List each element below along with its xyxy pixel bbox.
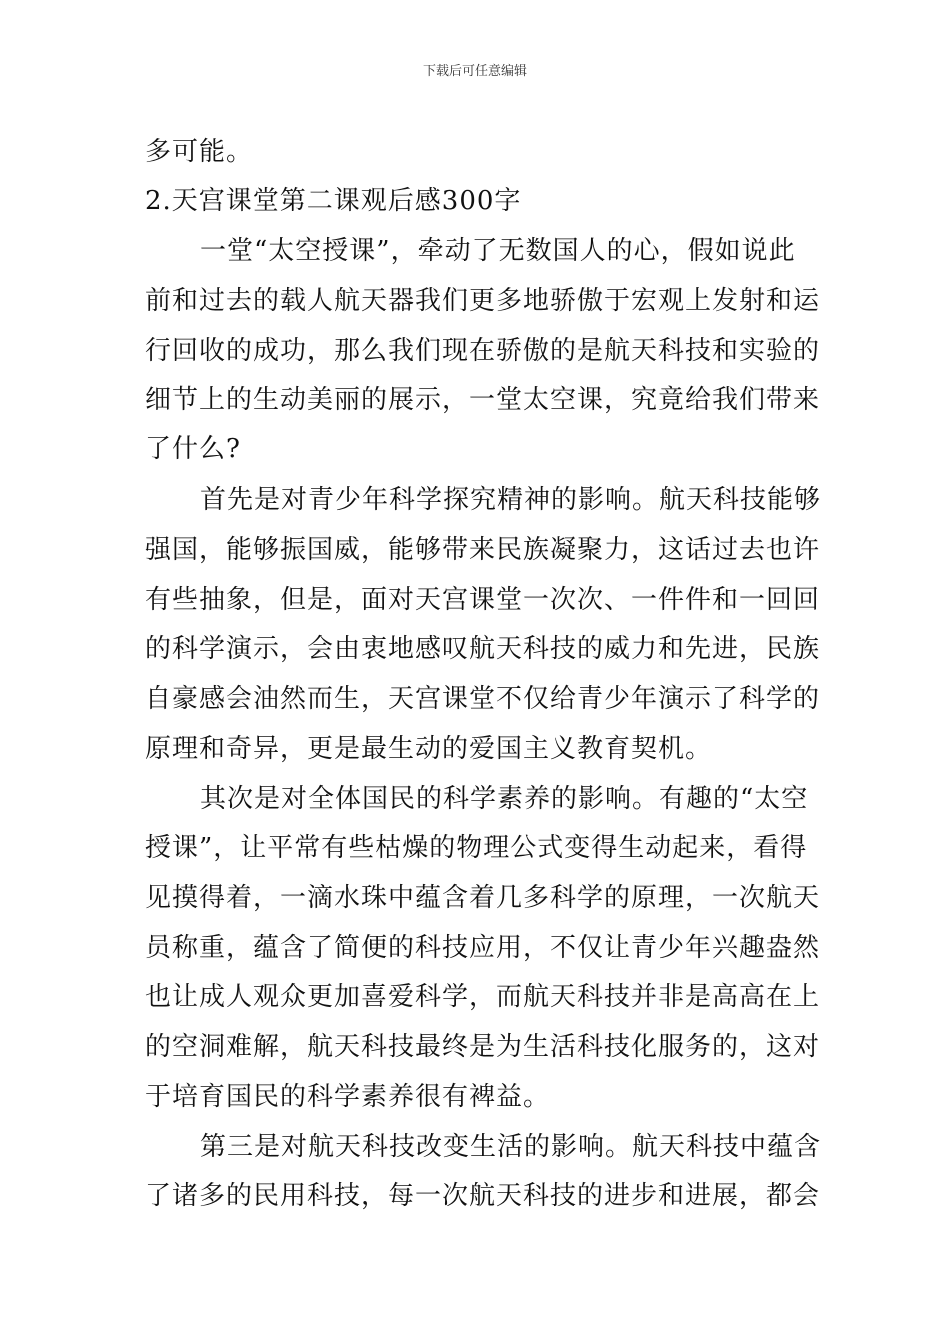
paragraph-2-line-3: 有些抽象，但是，面对天宫课堂一次次、一件件和一回回: [145, 585, 821, 615]
paragraph-4-line-1: 第三是对航天科技改变生活的影响。航天科技中蕴含: [200, 1132, 822, 1162]
paragraph-3-line-7: 于培育国民的科学素养很有裨益。: [145, 1082, 551, 1112]
paragraph-2-line-2: 强国，能够振国威，能够带来民族凝聚力，这话过去也许: [145, 535, 821, 565]
paragraph-1-line-2: 前和过去的载人航天器我们更多地骄傲于宏观上发射和运: [145, 286, 821, 316]
paragraph-2-line-4: 的科学演示，会由衷地感叹航天科技的威力和先进，民族: [145, 634, 821, 664]
paragraph-3-line-6: 的空洞难解，航天科技最终是为生活科技化服务的，这对: [145, 1032, 821, 1062]
paragraph-4-line-2: 了诸多的民用科技，每一次航天科技的进步和进展，都会: [145, 1181, 821, 1211]
paragraph-3-line-5: 也让成人观众更加喜爱科学，而航天科技并非是高高在上: [145, 982, 821, 1012]
paragraph-3-line-4: 员称重，蕴含了简便的科技应用，不仅让青少年兴趣盎然: [145, 933, 821, 963]
paragraph-2-line-5: 自豪感会油然而生，天宫课堂不仅给青少年演示了科学的: [145, 684, 821, 714]
paragraph-3-line-2: 授课”，让平常有些枯燥的物理公式变得生动起来，看得: [145, 833, 808, 863]
page-header: 下载后可任意编辑: [422, 64, 527, 79]
paragraph-3-line-1: 其次是对全体国民的科学素养的影响。有趣的“太空: [200, 784, 809, 814]
paragraph-2-line-1: 首先是对青少年科学探究精神的影响。航天科技能够: [200, 485, 822, 515]
paragraph-1-line-5: 了什么?: [145, 434, 241, 464]
section-heading: 2.天宫课堂第二课观后感300字: [145, 186, 522, 216]
paragraph-1-line-3: 行回收的成功，那么我们现在骄傲的是航天科技和实验的: [145, 336, 821, 366]
paragraph-1-line-1: 一堂“太空授课”，牵动了无数国人的心，假如说此: [200, 236, 796, 266]
paragraph-1-line-4: 细节上的生动美丽的展示，一堂太空课，究竟给我们带来: [145, 385, 821, 415]
paragraph-2-line-6: 原理和奇异，更是最生动的爱国主义教育契机。: [145, 734, 713, 764]
paragraph-3-line-3: 见摸得着，一滴水珠中蕴含着几多科学的原理，一次航天: [145, 883, 821, 913]
continuation-line: 多可能。: [145, 137, 254, 167]
